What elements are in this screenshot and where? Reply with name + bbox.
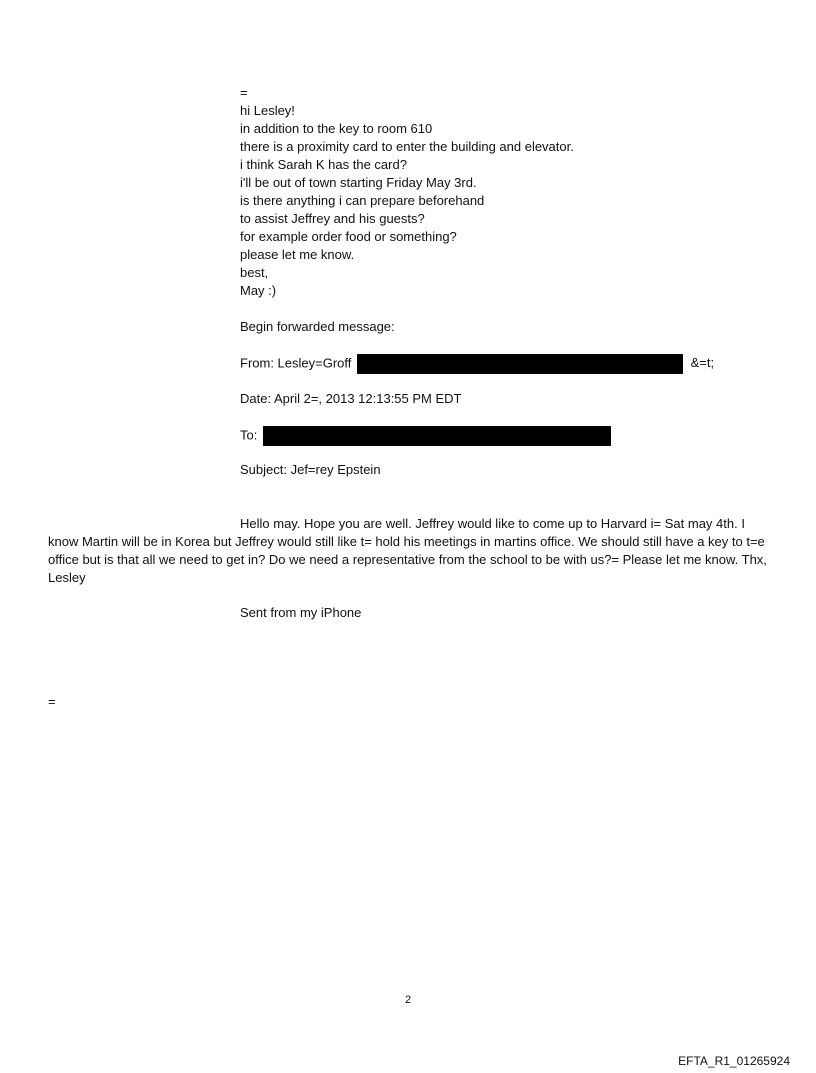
forward-header xyxy=(240,318,780,336)
closing-equals-mark: = xyxy=(48,694,56,709)
reply-line: May :) xyxy=(240,283,277,298)
to-row xyxy=(240,426,780,444)
date-row xyxy=(240,390,780,408)
email-reply-block xyxy=(240,84,780,300)
redaction-bar xyxy=(263,426,611,446)
signature-text: Sent from my iPhone xyxy=(240,605,362,620)
signature-row xyxy=(240,604,780,622)
forward-header-text: Begin forwarded message: xyxy=(240,319,395,334)
page-number: 2 xyxy=(404,994,412,1006)
reply-line: to assist Jeffrey and his guests? xyxy=(240,211,425,226)
reply-line: there is a proximity card to enter the building and elevator. xyxy=(240,139,574,154)
reply-line: is there anything i can prepare beforehand xyxy=(240,193,485,208)
from-suffix: &=t; xyxy=(690,355,715,371)
document-id: EFTA_R1_01265924 xyxy=(678,1054,790,1068)
forwarded-message-body: Hello may. Hope you are well. Jeffrey would like to come up to Harvard i= Sat may 4th. I know Martin will be in Korea but Jeffrey would still like t= hold his meetings in martins office. We should still have a key to t=e office but is that all we need to get in? Do we need a representative from the school to be with us?= Please let me know. Thx, Lesley xyxy=(48,516,767,585)
subject-line: Subject: Jef=rey Epstein xyxy=(240,462,381,477)
redaction-bar xyxy=(357,354,683,374)
to-label: To: xyxy=(240,427,258,443)
reply-line: best, xyxy=(240,265,269,280)
reply-line: for example order food or something? xyxy=(240,229,457,244)
from-row xyxy=(240,354,780,372)
reply-line: hi Lesley! xyxy=(240,103,295,118)
date-line: Date: April 2=, 2013 12:13:55 PM EDT xyxy=(240,391,462,406)
subject-row xyxy=(240,461,780,479)
reply-line: i'll be out of town starting Friday May 3rd. xyxy=(240,175,477,190)
reply-line: i think Sarah K has the card? xyxy=(240,157,407,172)
reply-line: in addition to the key to room 610 xyxy=(240,121,433,136)
opening-equals-mark: = xyxy=(240,85,248,100)
from-label: From: Lesley=Groff xyxy=(240,355,352,371)
reply-line: please let me know. xyxy=(240,247,355,262)
